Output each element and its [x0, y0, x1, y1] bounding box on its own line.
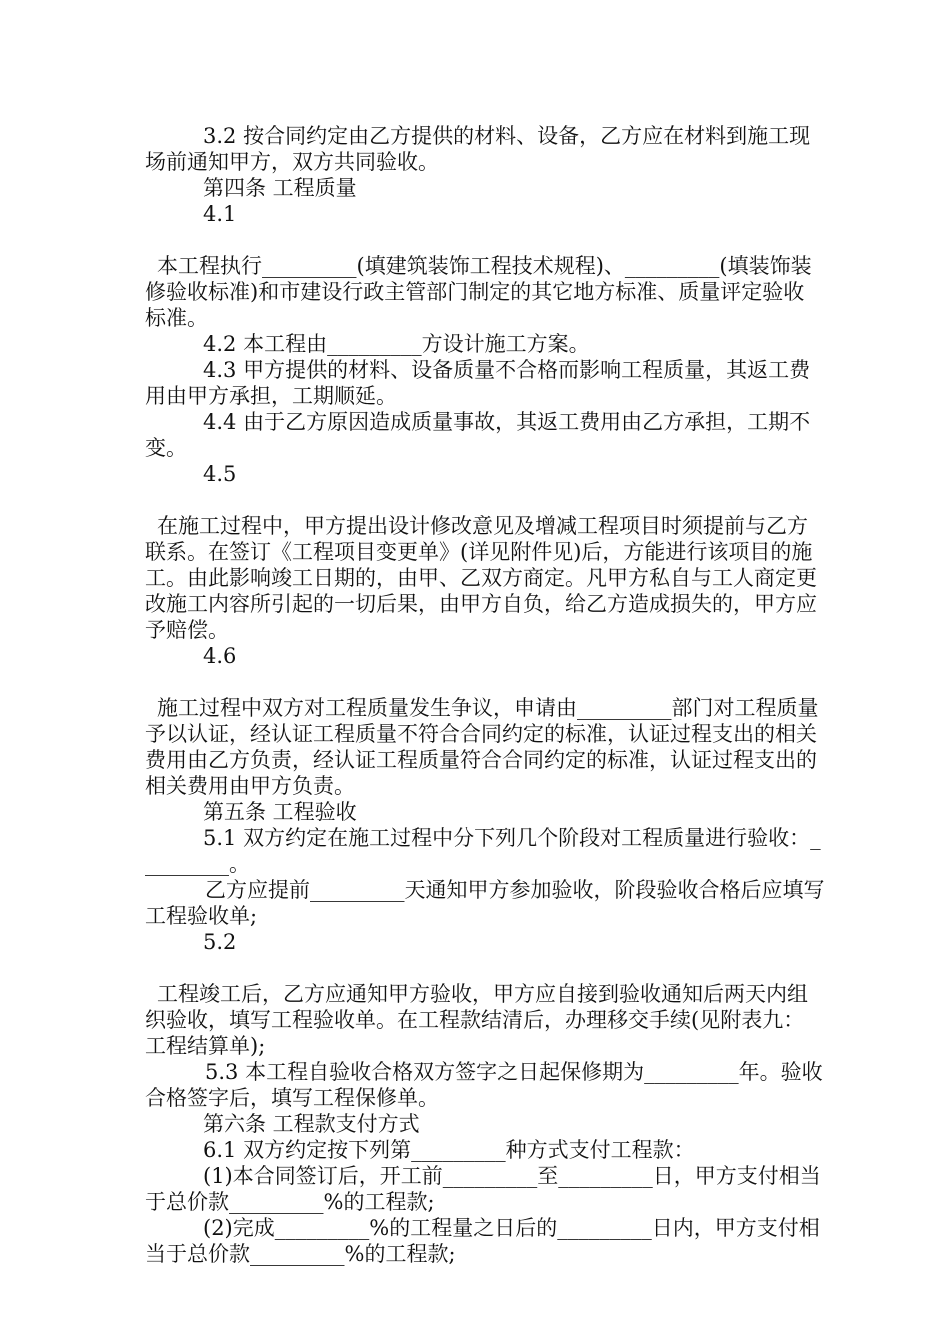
- clause-4-1-number: 4.1: [203, 202, 237, 226]
- paragraph-gap: [145, 227, 825, 253]
- document-body: [145, 123, 825, 1267]
- article-6-heading: 第六条 工程款支付方式: [203, 1112, 420, 1136]
- clause-5-3: 5.3 本工程自验收合格双方签字之日起保修期为_________年。验收合格签字后，填写工程保修单。: [145, 1060, 823, 1110]
- clause-6-1: 6.1 双方约定按下列第_________种方式支付工程款：: [203, 1138, 695, 1162]
- clause-4-3: 4.3 甲方提供的材料、设备质量不合格而影响工程质量，其返工费用由甲方承担，工期顺延。: [145, 358, 811, 408]
- clause-3-2: 3.2 按合同约定由乙方提供的材料、设备，乙方应在材料到施工现场前通知甲方，双方共同验收。: [145, 124, 811, 174]
- clause-5-1-notice: 乙方应提前_________天通知甲方参加验收，阶段验收合格后应填写工程验收单;: [145, 878, 825, 928]
- paragraph-gap: [145, 669, 825, 695]
- clause-4-4: 4.4 由于乙方原因造成质量事故，其返工费用由乙方承担，工期不变。: [145, 410, 811, 460]
- paragraph-gap: [145, 487, 825, 513]
- article-4-heading: 第四条 工程质量: [203, 176, 357, 200]
- clause-4-1-body: 本工程执行_________(填建筑装饰工程技术规程)、_________(填装饰装修验收标准)和市建设行政主管部门制定的其它地方标准、质量评定验收标准。: [145, 254, 812, 330]
- article-5-heading: 第五条 工程验收: [203, 800, 357, 824]
- clause-5-2-number: 5.2: [203, 930, 237, 954]
- clause-4-6-body: 施工过程中双方对工程质量发生争议，申请由_________部门对工程质量予以认证，经认证工程质量不符合合同约定的标准，认证过程支出的相关费用由乙方负责，经认证工程质量符合合同约定的标准，认证过程支出的相关费用由甲方负责。: [145, 696, 819, 798]
- paragraph-gap: [145, 955, 825, 981]
- clause-5-1: 5.1 双方约定在施工过程中分下列几个阶段对工程质量进行验收：_________。: [145, 826, 821, 876]
- payment-option-1: (1)本合同签订后，开工前_________至_________日，甲方支付相当于总价款_________%的工程款;: [145, 1164, 821, 1214]
- clause-5-2-body: 工程竣工后，乙方应通知甲方验收，甲方应自接到验收通知后两天内组织验收，填写工程验收单。在工程款结清后，办理移交手续(见附表九：工程结算单);: [145, 982, 808, 1058]
- payment-option-2: (2)完成_________%的工程量之日后的_________日内，甲方支付相当于总价款_________%的工程款;: [145, 1216, 820, 1266]
- clause-4-2: 4.2 本工程由_________方设计施工方案。: [203, 332, 590, 356]
- clause-4-5-number: 4.5: [203, 462, 237, 486]
- clause-4-6-number: 4.6: [203, 644, 237, 668]
- clause-4-5-body: 在施工过程中，甲方提出设计修改意见及增减工程项目时须提前与乙方联系。在签订《工程项目变更单》(详见附件见)后，方能进行该项目的施工。由此影响竣工日期的，由甲、乙双方商定。凡甲方私自与工人商定更改施工内容所引起的一切后果，由甲方自负，给乙方造成损失的，甲方应予赔偿。: [145, 514, 817, 642]
